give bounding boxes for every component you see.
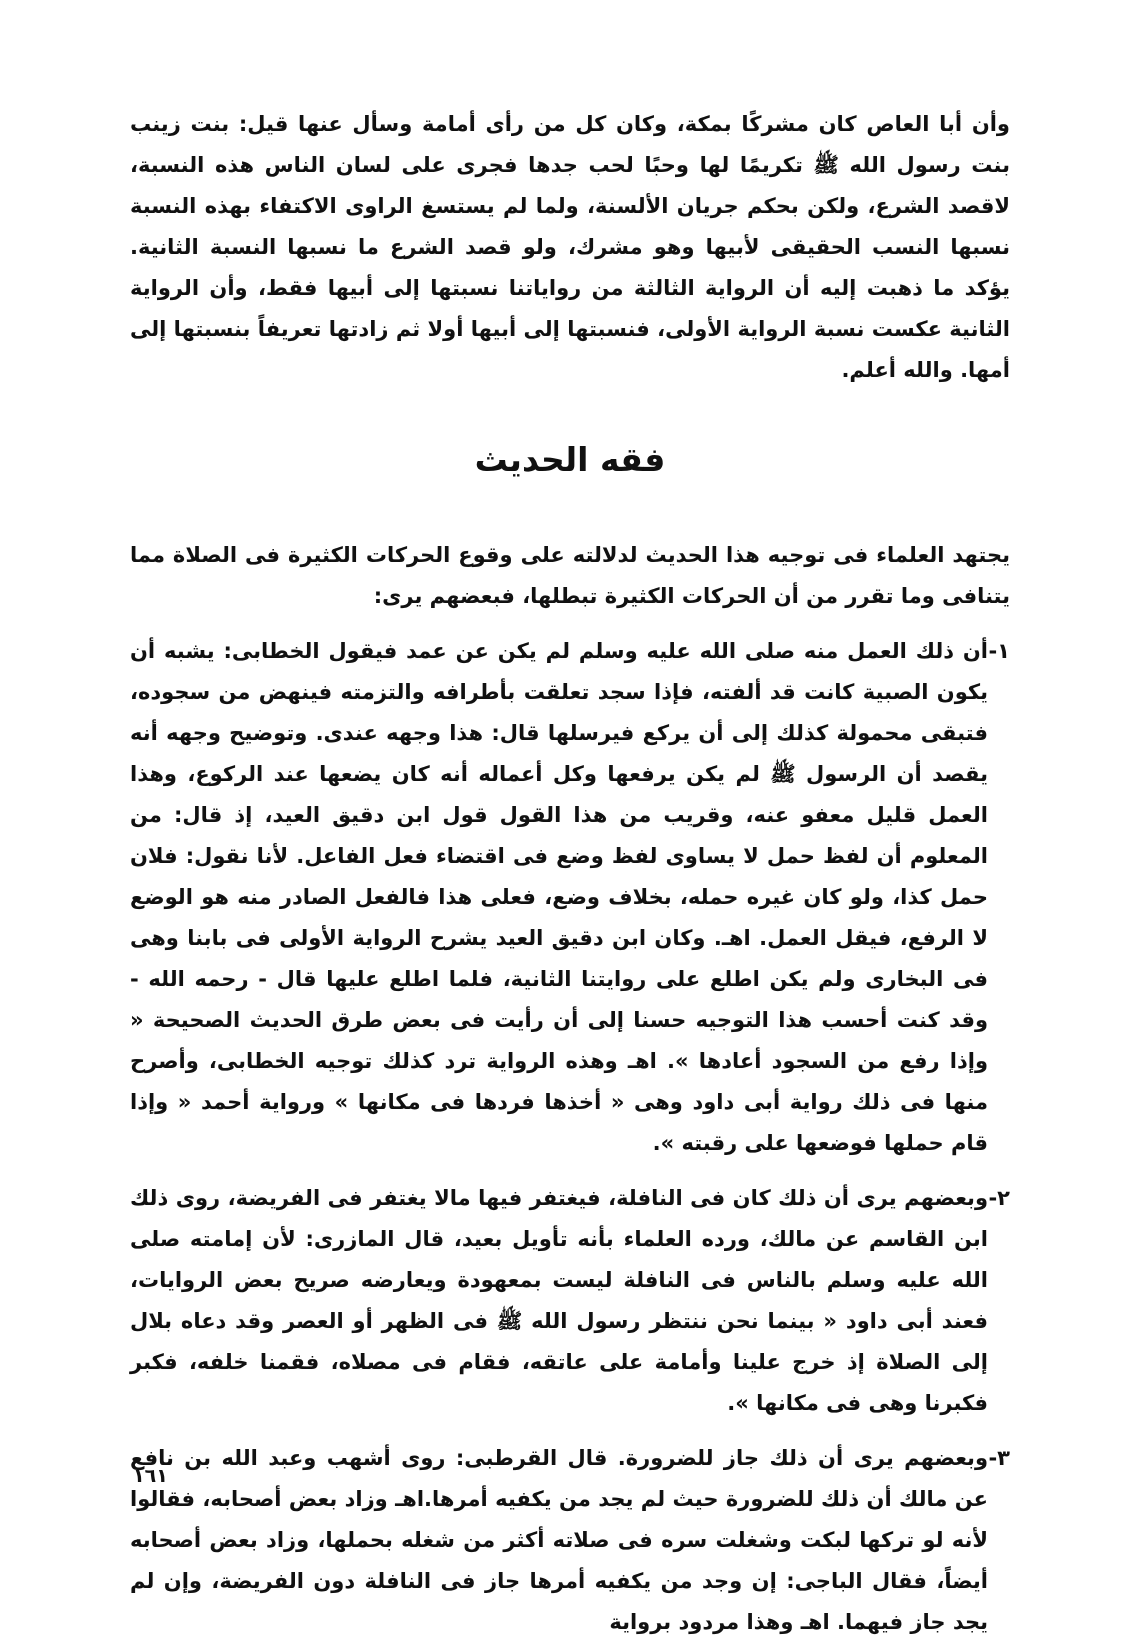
list-item-number: ٢-	[988, 1186, 1010, 1210]
lead-paragraph: يجتهد العلماء فى توجيه هذا الحديث لدلالته على وقوع الحركات الكثيرة فى الصلاة مما يتنافى وما تقرر من أن الحركات الكثيرة تبطلها، فبعضهم يرى:	[130, 543, 1010, 608]
list-item-number: ١-	[988, 639, 1010, 663]
list-item-text: وبعضهم يرى أن ذلك كان فى النافلة، فيغتفر فيها مالا يغتفر فى الفريضة، روى ذلك ابن القاسم عن مالك، ورده العلماء بأنه تأويل بعيد، قال المازرى: لأن إمامته صلى الله عليه وسلم بالناس فى النافلة ليست بمعهودة ويعارضه صريح بعض الروايات، فعند أبى داود « بينما نحن ننتظر رسول الله ﷺ فى الظهر أو العصر وقد دعاه بلال إلى الصلاة إذ خرج علينا وأمامة على عاتقه، فقام فى مصلاه، فقمنا خلفه، فكبر فكبرنا وهى فى مكانها ».	[130, 1186, 988, 1415]
list-item	[130, 1178, 1010, 1424]
list-item	[130, 1438, 1010, 1643]
section-heading: فقه الحديث	[474, 440, 666, 479]
list-item-text: أن ذلك العمل منه صلى الله عليه وسلم لم يكن عن عمد فيقول الخطابى: يشبه أن يكون الصبية كانت قد ألفته، فإذا سجد تعلقت بأطرافه والتزمته فينهض من سجوده، فتبقى محمولة كذلك إلى أن يركع فيرسلها قال: هذا وجهه عندى. وتوضيح وجهه أنه يقصد أن الرسول ﷺ لم يكن يرفعها وكل أعماله أنه كان يضعها عند الركوع، وهذا العمل قليل معفو عنه، وقريب من هذا القول قول ابن دقيق العيد، إذ قال: من المعلوم أن لفظ حمل لا يساوى لفظ وضع فى اقتضاء فعل الفاعل. لأنا نقول: فلان حمل كذا، ولو كان غيره حمله، بخلاف وضع، فعلى هذا فالفعل الصادر منه هو الوضع لا الرفع، فيقل العمل. اهـ. وكان ابن دقيق العيد يشرح الرواية الأولى فى بابنا وهى فى البخارى ولم يكن اطلع على روايتنا الثانية، فلما اطلع عليها قال - رحمه الله - وقد كنت أحسب هذا التوجيه حسنا إلى أن رأيت فى بعض طرق الحديث الصحيحة « وإذا رفع من السجود أعادها ». اهـ وهذه الرواية ترد كذلك توجيه الخطابى، وأصرح منها فى ذلك رواية أبى داود وهى « أخذها فردها فى مكانها » ورواية أحمد « وإذا قام حملها فوضعها على رقبته ».	[130, 639, 988, 1155]
list-item-text: وبعضهم يرى أن ذلك جاز للضرورة. قال القرطبى: روى أشهب وعبد الله بن نافع عن مالك أن ذلك للضرورة حيث لم يجد من يكفيه أمرها.اهـ وزاد بعض أصحابه، فقالوا لأنه لو تركها لبكت وشغلت سره فى صلاته أكثر من شغله بحملها، وزاد بعض أصحابه أيضاً، فقال الباجى: إن وجد من يكفيه أمرها جاز فى النافلة دون الفريضة، وإن لم يجد جاز فيهما. اهـ وهذا مردود برواية	[130, 1446, 988, 1634]
page-body	[130, 104, 1010, 1643]
intro-paragraph: وأن أبا العاص كان مشركًا بمكة، وكان كل من رأى أمامة وسأل عنها قيل: بنت زينب بنت رسول الله ﷺ تكريمًا لها وحبًا لحب جدها فجرى على لسان الناس هذه النسبة، لاقصد الشرع، ولكن بحكم جريان الألسنة، ولما لم يستسغ الراوى الاكتفاء بهذه النسبة نسبها النسب الحقيقى لأبيها وهو مشرك، ولو قصد الشرع ما نسبها النسبة الثانية. يؤكد ما ذهبت إليه أن الرواية الثالثة من رواياتنا نسبتها إلى أبيها فقط، وأن الرواية الثانية عكست نسبة الرواية الأولى، فنسبتها إلى أبيها أولا ثم زادتها تعريفاً بنسبتها إلى أمها. والله أعلم.	[130, 112, 1010, 382]
list-item-number: ٣-	[988, 1446, 1010, 1470]
list-item	[130, 631, 1010, 1164]
page-number: ١٦١	[133, 1465, 168, 1487]
